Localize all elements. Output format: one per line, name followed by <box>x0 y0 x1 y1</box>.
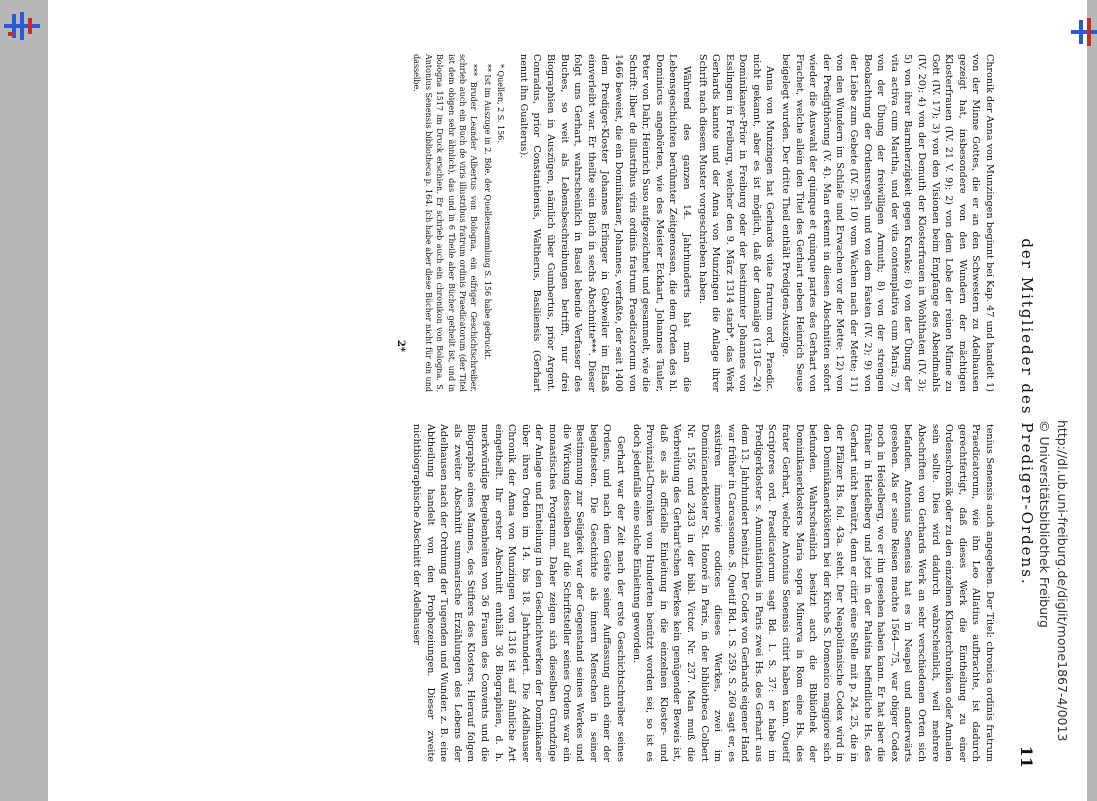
footnote: *** Bruder Leander Albertus von Bologna, ein eifriger Geschichtschreiber, schrieb auch ein Buch de viris illustribus fratrum ordinis Praedicatorum (der Titel ist dem obigen sehr ähnlich), das und in 6 Theile aber Bücher getheilt ist, und in Bologna 1517 im Druck erschien. Er schrieb auch ein chronikon von Bologna. S. Antonius Senensis bibliotheca p. 164. Ich habe aber diese Bücher nicht für ein und dasselbe. <box>412 54 479 392</box>
left-margin-bar <box>0 0 48 801</box>
scanned-page <box>48 0 1087 801</box>
paragraph: Gerhart war der Zeit nach der erste Geschichtschreiber seines Ordens, und nach dem Geiste seiner Auffassung auch einer der begabtesten. Die Geschichte als innern Menschen in seiner Bestimmung zur Seligkeit war der Gegenstand seines Werkes und die Wirkung desselben auf die Schriftsteller seines Ordens war ein monastisches Programm. Daher zeigen sich dieselben Grundzüge der Anlage und Einteilung in den Geschichtwerken der Dominikaner über ihren Orden im 14. bis 18. Jahrhundert. Die Adelhauser Chronik der Anna von Munzingen von 1316 ist auf ähnliche Art eingetheilt. Ihr erster Abschnitt enthält 36 Biographien, d. h. merkwürdige Begebenheiten von 36 Frauen des Convents und die Biographie eines Mannes, des Stifters des Klosters. Hierauf folgen als zweiter Abschnitt summarische Erzählungen des Lebens der Adelhausen nach der Ordnung der Tugenden und Wunder. z. B. eine Abtheilung handelt von den Prophezeiungen. Dieser zweite nichtbiographische Abschnitt der Adelhauser <box>411 424 626 762</box>
left-text-column <box>393 54 996 392</box>
right-text-column <box>407 424 996 762</box>
paragraph: tenius Senensis auch angegeben. Der Titel: chronica ordinis fratrum Praedicatorum, wie ihn Leo Allatius aufbrachte, ist dadurch gerechtfertigt, daß dieses Werk die Eintheilung zu einer Ordenschronik oder zu den einzelnen Klosterchroniken oder Annalen sein sollte. Dies wird dadurch wahrscheinlich, weil mehrere Abschriften von Gerhards Werk an sehr verschiedenen Orten sich befanden. Antonius Senensis hat es in Neapel und anderwärts gesehen. Als er seine Reisen machte 1564—75, war obiger Codex noch in Heidelberg, wo er ihn gesehen haben kann. Er hat aber die früher in Heidelberg und jetzt in der Palatina befindliche Hs. des Gerhart nicht benützt, denn er citirt eine Stelle mit p. 24. 25, die in der Pfälzer Hs. fol. 43a. steht. Der Neapolitanische Codex wird in den Dominikanerklöstern bei der Kirche S. Domenico maggiore sich befunden. Wahrscheinlich besitzt auch die Bibliothek der Dominikanerklosters Maria sopra Minerva in Rom eine Hs. des frater Gerhart, welche Antonius Senensis citirt haben kann. Quetif Scriptores ord. Praedicatorum sagt Bd. 1. S. 37: er habe im Predigerkloster s. Annuntiationis in Paris zwei Hs. des Gerhart aus dem 13. Jahrhundert benützt. Der Codex von Gerhards eigener Hand war früher in Carcassonne. S. Quetif Bd. 1. S. 259. S. 260 sagt er, es existiren immerwie codices dieses Werkes, zwei im Dominicanerkloster St. Honoré in Paris, in der bibliotheca Colbert Nr. 1556 und 2433 in der bibl. Victor. Nr. 237. Man muß die Verbreitung des Gerhart'schen Werkes kein genügender Beweis ist, daß es als officielle Einleitung in die einzelnen Kloster- und Provinzial-Chroniken von Hunderten benützt worden sei, so ist es doch jedenfalls eine solche Einleitung geworden. <box>630 424 995 762</box>
signature-mark: 2* <box>394 339 406 352</box>
source-url-link[interactable]: http://dl.ub.uni-freiburg.de/diglit/mone1867-4/0013 <box>1055 420 1070 742</box>
paragraph: Anna von Munzingen hat Gerhards vitae fratrum ord. Praedic. nicht gekannt, aber es ist möglich, daß der damalige (1316—24) Dominikaner-Prior in Freiburg oder der bestimmter Johannes von Esslingen in Freiburg, welcher den 9. März 1314 starb*, das Werk Gerhards kannte und der Anna von Munzingen die Anlage ihrer Schrift nach diesem Muster vorgeschrieben haben. <box>696 54 776 392</box>
footnote: * Quellen, 2 S. 156. <box>496 64 506 143</box>
footnote: ** Ist im Auszuge in 2. Bde. der Quellensammlung S. 156 habe gedruckt. <box>482 64 492 361</box>
running-title: der Mitglieder des Prediger-Ordens. <box>1018 238 1036 586</box>
university-logo-icon <box>2 6 42 46</box>
page-number: 11 <box>1017 745 1036 768</box>
copyright-notice: © Universitätsbibliothek Freiburg <box>1037 420 1052 628</box>
rotated-page-content <box>196 54 1036 770</box>
right-margin-bar <box>1087 0 1097 801</box>
source-credit <box>1026 0 1074 801</box>
paragraph: Während des ganzen 14. Jahrhunderts hat man die Lebensgeschichten berühmter Zeitgenossen, die dem Orden des hl. Dominicus angehörten, wie des Meister Eckhart, Johannes Tauler, Peter von Dahr, Heinrich Suso aufgezeichnet und gesammelt, wie die Schrift: liber de illustribus viris ordinis fratrum Praedicatorum von 1466 beweist, die ein Dominikaner, Johannes, verfaßte, der seit 1400 dem Prediger-Kloster Johannes Erlinger in Gebweiler im Elsaß einverleibt war. Er theilte sein Buch in sechs Abschnitte***. Dieser folgt uns Gerhart, wahrscheinlich in Basel lebende Verfasser des Buches, so weit als Lebensbeschreibungen betrifft, nur drei Biographien in Auszügen, nämlich über Gumbertus, prior Argent. Conradus, prior Constantiensis, Waltherus, Basiliensis (Gerhart nennt ihn Gualterus). <box>517 54 692 392</box>
paragraph: Chronik der Anna von Munzingen beginnt bei Kap. 47 und handelt 1) von der Minne Gottes, die er an den Schwestern zu Adelhausen gezeigt hat, insbesondere von den Wundern der mächtigen Klosterfrauen (IV. 21 V. 9); 2) von dem Lobe der reinen Minne zu Gott (IV. 17); 3) von den Visionen beim Empfange des Abendmahls (IV. 20); 4) von der Demuth der Klosterfrauen in Wohlthaten (IV. 3); 5) von ihrer Barmherzigkeit gegen Kranke; 6) von der Übung der vita activa cum Martha, und der vita contemplativa cum Maria; 7) von der Übung der freiwilligen Armuth; 8) von der strengen Beobachtung der Ordensregeln und von dem Fasten (IV. 2); 9) von der Liebe zum Gebete (IV. 5); 10) vom Wachen nach der Mette; 11) von den Wundern im Schlafe und Erwachen vor der Mette; 12) von der Predigthörung (V. 4). Man erkennt in diesen Abschnitten sofort wieder die Auswahl der quinque et quinque partes des Gerhart von Frachet, welche allein den Titel des Gerhart neben Heinrich Seuse beigelegt wurden. Der dritte Theil enthält Predigten-Auszüge. <box>780 54 995 392</box>
footnotes <box>411 54 506 392</box>
